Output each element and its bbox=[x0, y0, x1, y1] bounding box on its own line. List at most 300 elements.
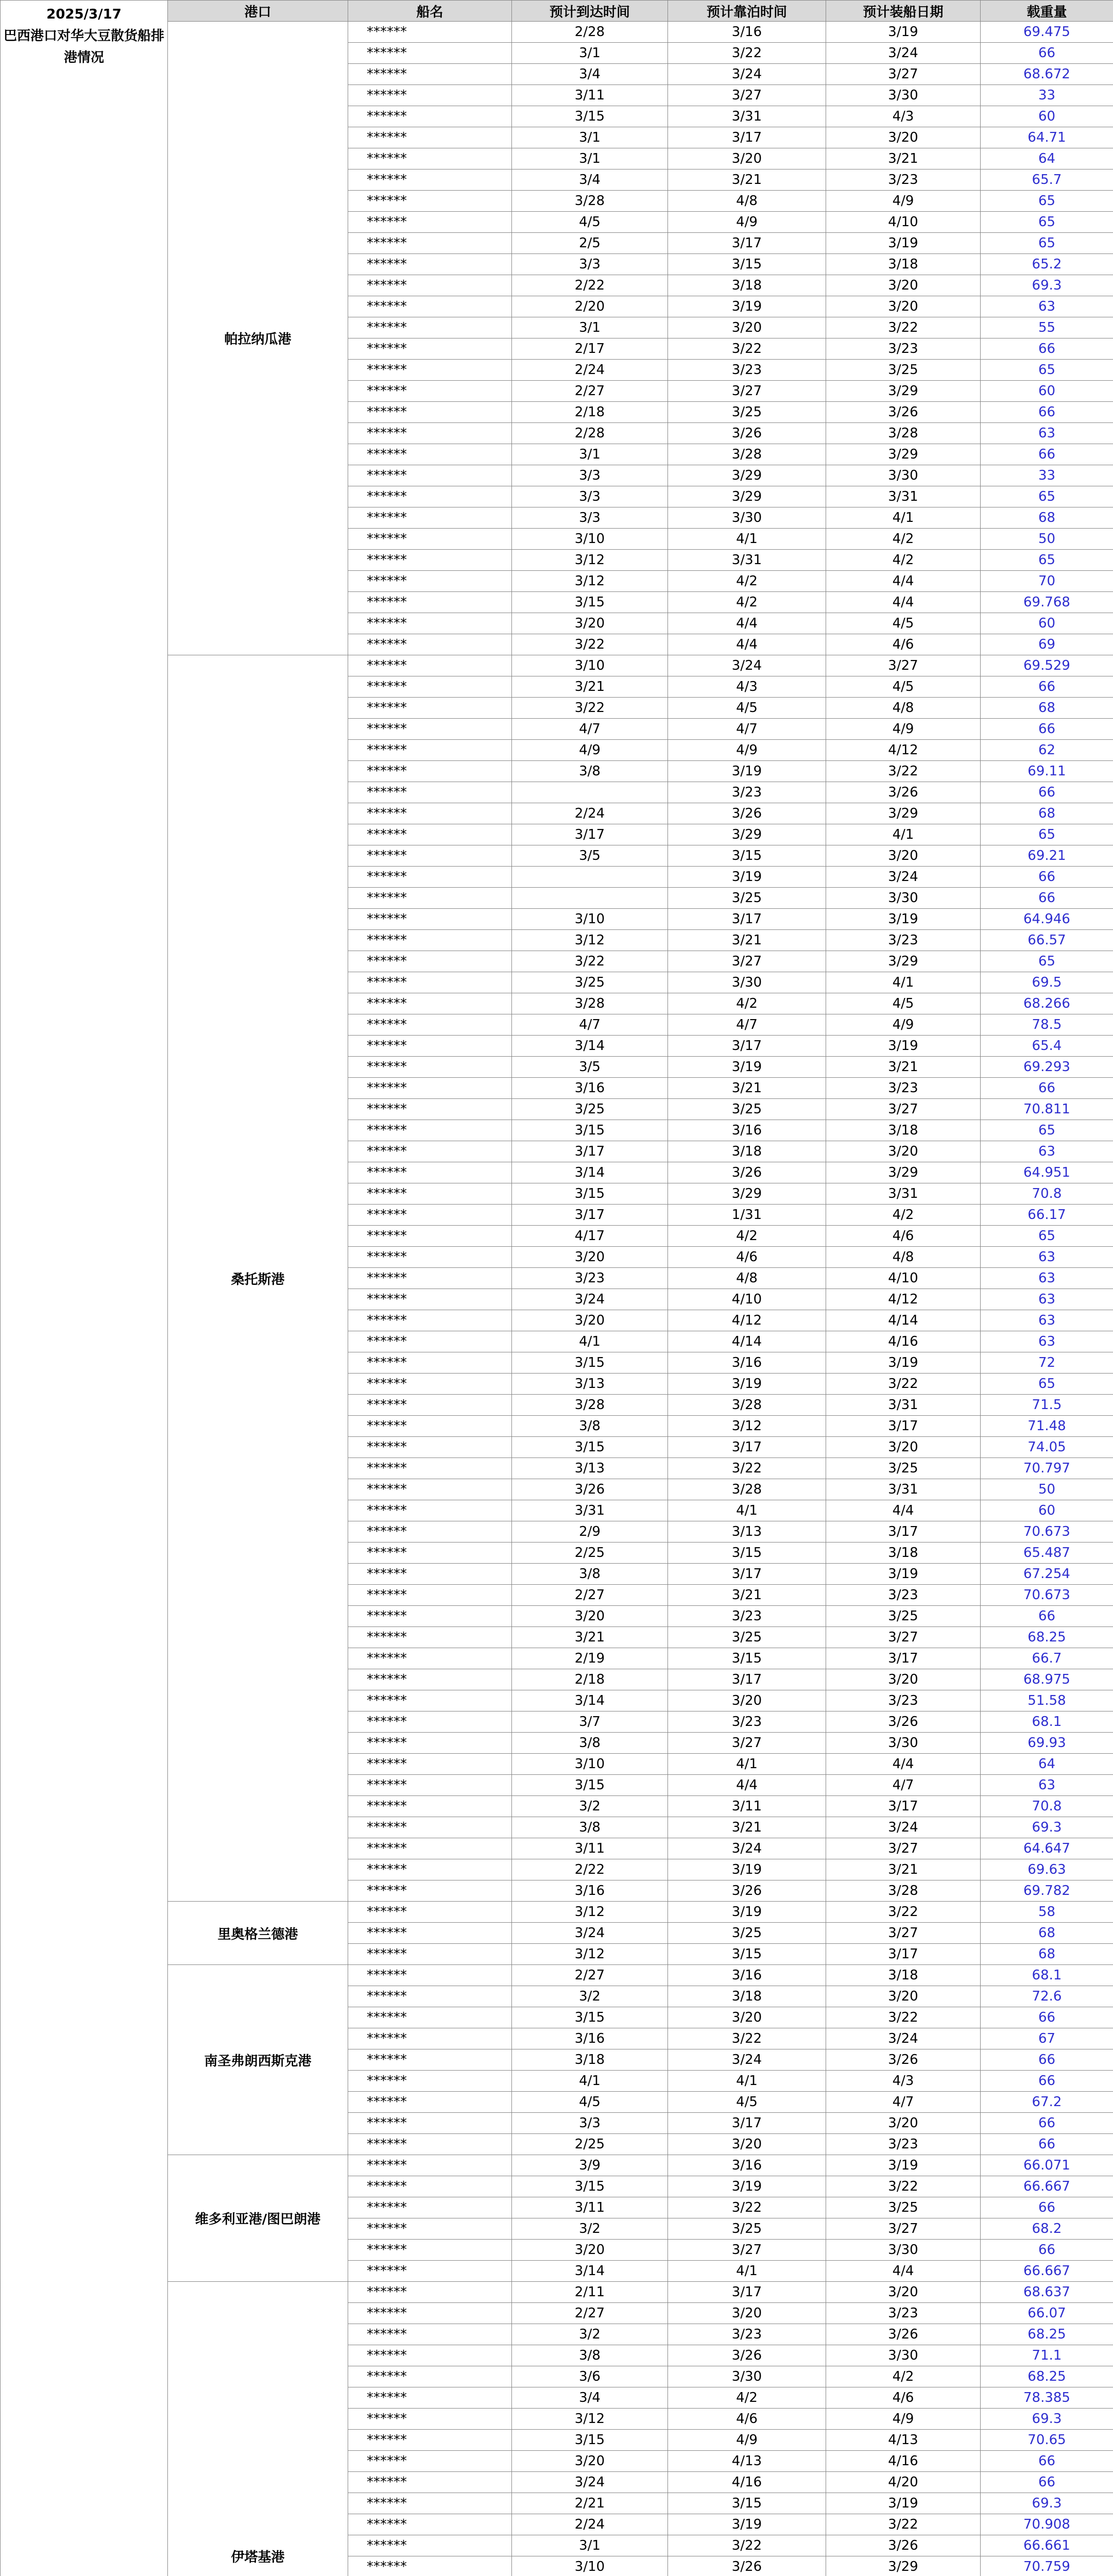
deadweight: 70.797 bbox=[981, 1458, 1113, 1479]
eta-date: 3/15 bbox=[512, 592, 668, 613]
deadweight: 70.8 bbox=[981, 1796, 1113, 1817]
load-date: 3/25 bbox=[826, 1606, 981, 1627]
load-date: 3/22 bbox=[826, 1374, 981, 1395]
ship-name: ****** bbox=[348, 1564, 512, 1585]
etb-date: 3/30 bbox=[668, 2366, 826, 2387]
etb-date: 4/9 bbox=[668, 740, 826, 761]
ship-name: ****** bbox=[348, 782, 512, 803]
eta-date: 4/9 bbox=[512, 740, 668, 761]
deadweight: 71.1 bbox=[981, 2345, 1113, 2366]
ship-name: ****** bbox=[348, 1902, 512, 1923]
etb-date: 4/14 bbox=[668, 1331, 826, 1352]
table-row bbox=[1, 1902, 1113, 1923]
deadweight: 66 bbox=[981, 2071, 1113, 2092]
deadweight: 66 bbox=[981, 1078, 1113, 1099]
etb-date: 4/4 bbox=[668, 634, 826, 655]
deadweight: 67.254 bbox=[981, 1564, 1113, 1585]
deadweight: 66 bbox=[981, 2472, 1113, 2493]
load-date: 3/21 bbox=[826, 1859, 981, 1880]
deadweight: 72.6 bbox=[981, 1986, 1113, 2007]
etb-date: 3/29 bbox=[668, 824, 826, 845]
deadweight: 66 bbox=[981, 2134, 1113, 2155]
load-date: 4/8 bbox=[826, 1247, 981, 1268]
etb-date: 3/20 bbox=[668, 148, 826, 170]
eta-date: 3/24 bbox=[512, 2472, 668, 2493]
eta-date: 3/8 bbox=[512, 1817, 668, 1838]
etb-date: 3/27 bbox=[668, 381, 826, 402]
ship-name: ****** bbox=[348, 423, 512, 444]
deadweight: 66.17 bbox=[981, 1205, 1113, 1226]
etb-date: 3/16 bbox=[668, 2155, 826, 2176]
header-eta: 预计到达时间 bbox=[512, 1, 668, 22]
load-date: 3/26 bbox=[826, 2535, 981, 2556]
table-row bbox=[1, 655, 1113, 676]
load-date: 4/5 bbox=[826, 676, 981, 698]
load-date: 3/19 bbox=[826, 1352, 981, 1374]
ship-name: ****** bbox=[348, 444, 512, 465]
ship-name: ****** bbox=[348, 1036, 512, 1057]
load-date: 4/2 bbox=[826, 1205, 981, 1226]
eta-date: 3/15 bbox=[512, 1352, 668, 1374]
ship-name: ****** bbox=[348, 2345, 512, 2366]
table-row bbox=[1, 2282, 1113, 2303]
etb-date: 3/24 bbox=[668, 655, 826, 676]
load-date: 3/29 bbox=[826, 1162, 981, 1183]
load-date: 4/7 bbox=[826, 2092, 981, 2113]
eta-date: 3/15 bbox=[512, 1183, 668, 1205]
eta-date: 3/8 bbox=[512, 2345, 668, 2366]
ship-name: ****** bbox=[348, 64, 512, 85]
deadweight: 68.25 bbox=[981, 2324, 1113, 2345]
deadweight: 69.11 bbox=[981, 761, 1113, 782]
deadweight: 66 bbox=[981, 782, 1113, 803]
etb-date: 3/25 bbox=[668, 2218, 826, 2240]
etb-date: 3/17 bbox=[668, 909, 826, 930]
deadweight: 63 bbox=[981, 1310, 1113, 1331]
load-date: 3/29 bbox=[826, 2556, 981, 2576]
deadweight: 65 bbox=[981, 824, 1113, 845]
deadweight: 63 bbox=[981, 1141, 1113, 1162]
etb-date: 4/5 bbox=[668, 2092, 826, 2113]
deadweight: 70.65 bbox=[981, 2430, 1113, 2451]
ship-name: ****** bbox=[348, 507, 512, 529]
etb-date: 3/22 bbox=[668, 1458, 826, 1479]
deadweight: 66.661 bbox=[981, 2535, 1113, 2556]
deadweight: 68.2 bbox=[981, 2218, 1113, 2240]
eta-date: 3/5 bbox=[512, 845, 668, 867]
eta-date: 2/24 bbox=[512, 803, 668, 824]
deadweight: 68 bbox=[981, 1923, 1113, 1944]
eta-date: 3/15 bbox=[512, 2007, 668, 2028]
ship-name: ****** bbox=[348, 1331, 512, 1352]
etb-date: 3/17 bbox=[668, 233, 826, 254]
ship-name: ****** bbox=[348, 592, 512, 613]
header-row bbox=[1, 1, 1113, 22]
load-date: 3/26 bbox=[826, 402, 981, 423]
eta-date: 3/8 bbox=[512, 761, 668, 782]
etb-date: 3/22 bbox=[668, 2197, 826, 2218]
deadweight: 65 bbox=[981, 360, 1113, 381]
eta-date: 3/1 bbox=[512, 317, 668, 338]
ship-name: ****** bbox=[348, 106, 512, 127]
eta-date: 2/27 bbox=[512, 2303, 668, 2324]
eta-date: 3/15 bbox=[512, 2176, 668, 2197]
ship-name: ****** bbox=[348, 2092, 512, 2113]
etb-date: 3/25 bbox=[668, 1923, 826, 1944]
ship-name: ****** bbox=[348, 761, 512, 782]
etb-date: 4/2 bbox=[668, 571, 826, 592]
deadweight: 66 bbox=[981, 719, 1113, 740]
deadweight: 68 bbox=[981, 803, 1113, 824]
etb-date: 3/26 bbox=[668, 2345, 826, 2366]
load-date: 3/23 bbox=[826, 930, 981, 951]
deadweight: 68.1 bbox=[981, 1711, 1113, 1733]
deadweight: 69.768 bbox=[981, 592, 1113, 613]
load-date: 3/25 bbox=[826, 360, 981, 381]
deadweight: 65 bbox=[981, 191, 1113, 212]
load-date: 4/3 bbox=[826, 2071, 981, 2092]
deadweight: 69.63 bbox=[981, 1859, 1113, 1880]
deadweight: 66 bbox=[981, 1606, 1113, 1627]
eta-date: 3/12 bbox=[512, 571, 668, 592]
etb-date: 3/16 bbox=[668, 1120, 826, 1141]
load-date: 3/31 bbox=[826, 1479, 981, 1500]
ship-name: ****** bbox=[348, 1986, 512, 2007]
load-date: 3/26 bbox=[826, 2049, 981, 2071]
eta-date: 3/12 bbox=[512, 550, 668, 571]
etb-date: 3/15 bbox=[668, 845, 826, 867]
etb-date: 3/15 bbox=[668, 1648, 826, 1669]
etb-date: 3/23 bbox=[668, 782, 826, 803]
etb-date: 3/21 bbox=[668, 170, 826, 191]
ship-name: ****** bbox=[348, 170, 512, 191]
ship-name: ****** bbox=[348, 634, 512, 655]
eta-date: 3/12 bbox=[512, 1944, 668, 1965]
ship-name: ****** bbox=[348, 1014, 512, 1036]
etb-date: 3/28 bbox=[668, 1395, 826, 1416]
etb-date: 3/29 bbox=[668, 465, 826, 486]
load-date: 3/18 bbox=[826, 1120, 981, 1141]
etb-date: 3/19 bbox=[668, 867, 826, 888]
etb-date: 4/7 bbox=[668, 719, 826, 740]
ship-name: ****** bbox=[348, 296, 512, 317]
load-date: 3/20 bbox=[826, 1669, 981, 1690]
eta-date: 3/17 bbox=[512, 1141, 668, 1162]
load-date: 3/20 bbox=[826, 1437, 981, 1458]
load-date: 3/20 bbox=[826, 2113, 981, 2134]
eta-date: 3/20 bbox=[512, 1606, 668, 1627]
etb-date: 3/31 bbox=[668, 106, 826, 127]
etb-date: 3/25 bbox=[668, 1099, 826, 1120]
load-date: 3/30 bbox=[826, 1733, 981, 1754]
load-date: 3/23 bbox=[826, 2303, 981, 2324]
ship-name: ****** bbox=[348, 2493, 512, 2514]
load-date: 3/20 bbox=[826, 127, 981, 148]
deadweight: 69.3 bbox=[981, 2409, 1113, 2430]
eta-date: 3/16 bbox=[512, 1078, 668, 1099]
eta-date: 3/3 bbox=[512, 507, 668, 529]
load-date: 4/2 bbox=[826, 529, 981, 550]
load-date: 3/28 bbox=[826, 1880, 981, 1902]
ship-name: ****** bbox=[348, 571, 512, 592]
deadweight: 58 bbox=[981, 1902, 1113, 1923]
load-date: 3/30 bbox=[826, 2345, 981, 2366]
ship-name: ****** bbox=[348, 2451, 512, 2472]
eta-date: 3/8 bbox=[512, 1416, 668, 1437]
ship-name: ****** bbox=[348, 1057, 512, 1078]
eta-date: 2/11 bbox=[512, 2282, 668, 2303]
load-date: 3/17 bbox=[826, 1521, 981, 1543]
ship-name: ****** bbox=[348, 2218, 512, 2240]
ship-name: ****** bbox=[348, 2197, 512, 2218]
ship-name: ****** bbox=[348, 909, 512, 930]
etb-date: 3/27 bbox=[668, 1733, 826, 1754]
ship-name: ****** bbox=[348, 2366, 512, 2387]
load-date: 4/13 bbox=[826, 2430, 981, 2451]
etb-date: 3/12 bbox=[668, 1416, 826, 1437]
etb-date: 3/18 bbox=[668, 1986, 826, 2007]
eta-date: 3/9 bbox=[512, 2155, 668, 2176]
load-date: 3/22 bbox=[826, 2514, 981, 2535]
etb-date: 4/1 bbox=[668, 1500, 826, 1521]
etb-date: 4/10 bbox=[668, 1289, 826, 1310]
deadweight: 66.07 bbox=[981, 2303, 1113, 2324]
ship-name: ****** bbox=[348, 2556, 512, 2576]
eta-date: 2/22 bbox=[512, 275, 668, 296]
eta-date: 3/3 bbox=[512, 2113, 668, 2134]
load-date: 3/18 bbox=[826, 1543, 981, 1564]
load-date: 3/22 bbox=[826, 317, 981, 338]
deadweight: 67.2 bbox=[981, 2092, 1113, 2113]
eta-date: 3/28 bbox=[512, 993, 668, 1014]
port-name: 帕拉纳瓜港 bbox=[168, 22, 348, 655]
etb-date: 3/15 bbox=[668, 2493, 826, 2514]
deadweight: 63 bbox=[981, 296, 1113, 317]
eta-date: 3/20 bbox=[512, 1247, 668, 1268]
deadweight: 33 bbox=[981, 85, 1113, 106]
load-date: 3/27 bbox=[826, 64, 981, 85]
etb-date: 3/18 bbox=[668, 275, 826, 296]
eta-date: 3/3 bbox=[512, 254, 668, 275]
load-date: 3/20 bbox=[826, 845, 981, 867]
ship-name: ****** bbox=[348, 972, 512, 993]
load-date: 4/12 bbox=[826, 740, 981, 761]
etb-date: 4/1 bbox=[668, 2071, 826, 2092]
eta-date: 4/7 bbox=[512, 719, 668, 740]
ship-name: ****** bbox=[348, 317, 512, 338]
load-date: 3/25 bbox=[826, 1458, 981, 1479]
eta-date: 3/22 bbox=[512, 634, 668, 655]
load-date: 4/9 bbox=[826, 719, 981, 740]
etb-date: 4/9 bbox=[668, 2430, 826, 2451]
load-date: 4/5 bbox=[826, 613, 981, 634]
etb-date: 3/18 bbox=[668, 1141, 826, 1162]
ship-name: ****** bbox=[348, 1500, 512, 1521]
header-ship: 船名 bbox=[348, 1, 512, 22]
etb-date: 3/23 bbox=[668, 360, 826, 381]
etb-date: 3/19 bbox=[668, 1902, 826, 1923]
ship-name: ****** bbox=[348, 233, 512, 254]
etb-date: 4/12 bbox=[668, 1310, 826, 1331]
eta-date: 2/27 bbox=[512, 1585, 668, 1606]
deadweight: 71.48 bbox=[981, 1416, 1113, 1437]
load-date: 4/14 bbox=[826, 1310, 981, 1331]
eta-date: 3/4 bbox=[512, 2387, 668, 2409]
ship-name: ****** bbox=[348, 2514, 512, 2535]
eta-date: 4/7 bbox=[512, 1014, 668, 1036]
ship-name: ****** bbox=[348, 2324, 512, 2345]
ship-name: ****** bbox=[348, 529, 512, 550]
eta-date: 2/25 bbox=[512, 2134, 668, 2155]
deadweight: 66 bbox=[981, 338, 1113, 360]
etb-date: 3/13 bbox=[668, 1521, 826, 1543]
deadweight: 70.811 bbox=[981, 1099, 1113, 1120]
deadweight: 69.293 bbox=[981, 1057, 1113, 1078]
ship-name: ****** bbox=[348, 1944, 512, 1965]
etb-date: 4/2 bbox=[668, 1226, 826, 1247]
ship-name: ****** bbox=[348, 1585, 512, 1606]
etb-date: 3/21 bbox=[668, 930, 826, 951]
eta-date: 4/5 bbox=[512, 2092, 668, 2113]
eta-date: 3/15 bbox=[512, 2430, 668, 2451]
eta-date: 3/21 bbox=[512, 1627, 668, 1648]
etb-date: 4/4 bbox=[668, 1775, 826, 1796]
deadweight: 64.647 bbox=[981, 1838, 1113, 1859]
deadweight: 50 bbox=[981, 1479, 1113, 1500]
ship-name: ****** bbox=[348, 1268, 512, 1289]
port-name: 维多利亚港/图巴朗港 bbox=[168, 2155, 348, 2282]
deadweight: 66 bbox=[981, 2451, 1113, 2472]
ship-name: ****** bbox=[348, 993, 512, 1014]
eta-date: 3/15 bbox=[512, 1775, 668, 1796]
ship-name: ****** bbox=[348, 254, 512, 275]
load-date: 3/21 bbox=[826, 1057, 981, 1078]
eta-date: 2/19 bbox=[512, 1648, 668, 1669]
eta-date: 3/11 bbox=[512, 2197, 668, 2218]
ship-name: ****** bbox=[348, 1289, 512, 1310]
report-date: 2025/3/17 bbox=[46, 7, 122, 22]
ship-name: ****** bbox=[348, 381, 512, 402]
deadweight: 65.7 bbox=[981, 170, 1113, 191]
load-date: 3/19 bbox=[826, 233, 981, 254]
load-date: 3/26 bbox=[826, 1711, 981, 1733]
etb-date: 3/26 bbox=[668, 1880, 826, 1902]
deadweight: 66.071 bbox=[981, 2155, 1113, 2176]
load-date: 4/6 bbox=[826, 634, 981, 655]
load-date: 3/20 bbox=[826, 1986, 981, 2007]
eta-date: 4/17 bbox=[512, 1226, 668, 1247]
eta-date: 3/14 bbox=[512, 1690, 668, 1711]
eta-date: 3/21 bbox=[512, 676, 668, 698]
eta-date: 3/24 bbox=[512, 1289, 668, 1310]
etb-date: 4/2 bbox=[668, 2387, 826, 2409]
deadweight: 63 bbox=[981, 423, 1113, 444]
eta-date: 3/1 bbox=[512, 127, 668, 148]
eta-date: 3/7 bbox=[512, 1711, 668, 1733]
load-date: 3/27 bbox=[826, 1838, 981, 1859]
ship-name: ****** bbox=[348, 888, 512, 909]
ship-name: ****** bbox=[348, 2028, 512, 2049]
etb-date: 3/19 bbox=[668, 1859, 826, 1880]
ship-name: ****** bbox=[348, 1859, 512, 1880]
load-date: 3/23 bbox=[826, 1690, 981, 1711]
load-date: 3/30 bbox=[826, 2240, 981, 2261]
deadweight: 50 bbox=[981, 529, 1113, 550]
load-date: 3/31 bbox=[826, 1183, 981, 1205]
deadweight: 63 bbox=[981, 1331, 1113, 1352]
load-date: 3/23 bbox=[826, 2134, 981, 2155]
eta-date: 3/13 bbox=[512, 1374, 668, 1395]
ship-name: ****** bbox=[348, 1479, 512, 1500]
etb-date: 3/19 bbox=[668, 1374, 826, 1395]
report-title bbox=[1, 1, 168, 2576]
deadweight: 78.5 bbox=[981, 1014, 1113, 1036]
load-date: 3/29 bbox=[826, 803, 981, 824]
eta-date: 3/2 bbox=[512, 2218, 668, 2240]
load-date: 4/4 bbox=[826, 1754, 981, 1775]
deadweight: 66 bbox=[981, 2049, 1113, 2071]
deadweight: 60 bbox=[981, 381, 1113, 402]
ship-name: ****** bbox=[348, 275, 512, 296]
ship-name: ****** bbox=[348, 1078, 512, 1099]
etb-date: 3/15 bbox=[668, 1944, 826, 1965]
eta-date: 3/17 bbox=[512, 1205, 668, 1226]
load-date: 4/9 bbox=[826, 191, 981, 212]
ship-name: ****** bbox=[348, 2049, 512, 2071]
ship-name: ****** bbox=[348, 1120, 512, 1141]
table-row bbox=[1, 2155, 1113, 2176]
deadweight: 78.385 bbox=[981, 2387, 1113, 2409]
load-date: 3/17 bbox=[826, 1416, 981, 1437]
eta-date: 3/25 bbox=[512, 972, 668, 993]
ship-name: ****** bbox=[348, 719, 512, 740]
etb-date: 3/23 bbox=[668, 1606, 826, 1627]
deadweight: 72 bbox=[981, 1352, 1113, 1374]
deadweight: 68.975 bbox=[981, 1669, 1113, 1690]
ship-name: ****** bbox=[348, 1796, 512, 1817]
port-name: 桑托斯港 bbox=[168, 655, 348, 1902]
deadweight: 69.21 bbox=[981, 845, 1113, 867]
load-date: 3/29 bbox=[826, 444, 981, 465]
eta-date: 4/5 bbox=[512, 212, 668, 233]
port-name: 南圣弗朗西斯克港 bbox=[168, 1965, 348, 2155]
eta-date: 3/3 bbox=[512, 465, 668, 486]
load-date: 4/9 bbox=[826, 1014, 981, 1036]
deadweight: 71.5 bbox=[981, 1395, 1113, 1416]
eta-date: 3/15 bbox=[512, 106, 668, 127]
etb-date: 3/19 bbox=[668, 2514, 826, 2535]
deadweight: 64.71 bbox=[981, 127, 1113, 148]
etb-date: 3/20 bbox=[668, 2134, 826, 2155]
ship-name: ****** bbox=[348, 824, 512, 845]
load-date: 3/18 bbox=[826, 254, 981, 275]
load-date: 3/19 bbox=[826, 1036, 981, 1057]
load-date: 3/24 bbox=[826, 2028, 981, 2049]
ship-name: ****** bbox=[348, 191, 512, 212]
ship-name: ****** bbox=[348, 1775, 512, 1796]
ship-name: ****** bbox=[348, 85, 512, 106]
load-date: 4/4 bbox=[826, 592, 981, 613]
deadweight: 66.57 bbox=[981, 930, 1113, 951]
etb-date: 3/19 bbox=[668, 1057, 826, 1078]
ship-name: ****** bbox=[348, 2409, 512, 2430]
deadweight: 70.908 bbox=[981, 2514, 1113, 2535]
deadweight: 65 bbox=[981, 1226, 1113, 1247]
load-date: 3/20 bbox=[826, 1141, 981, 1162]
etb-date: 3/31 bbox=[668, 550, 826, 571]
eta-date: 3/11 bbox=[512, 85, 668, 106]
etb-date: 3/26 bbox=[668, 2556, 826, 2576]
